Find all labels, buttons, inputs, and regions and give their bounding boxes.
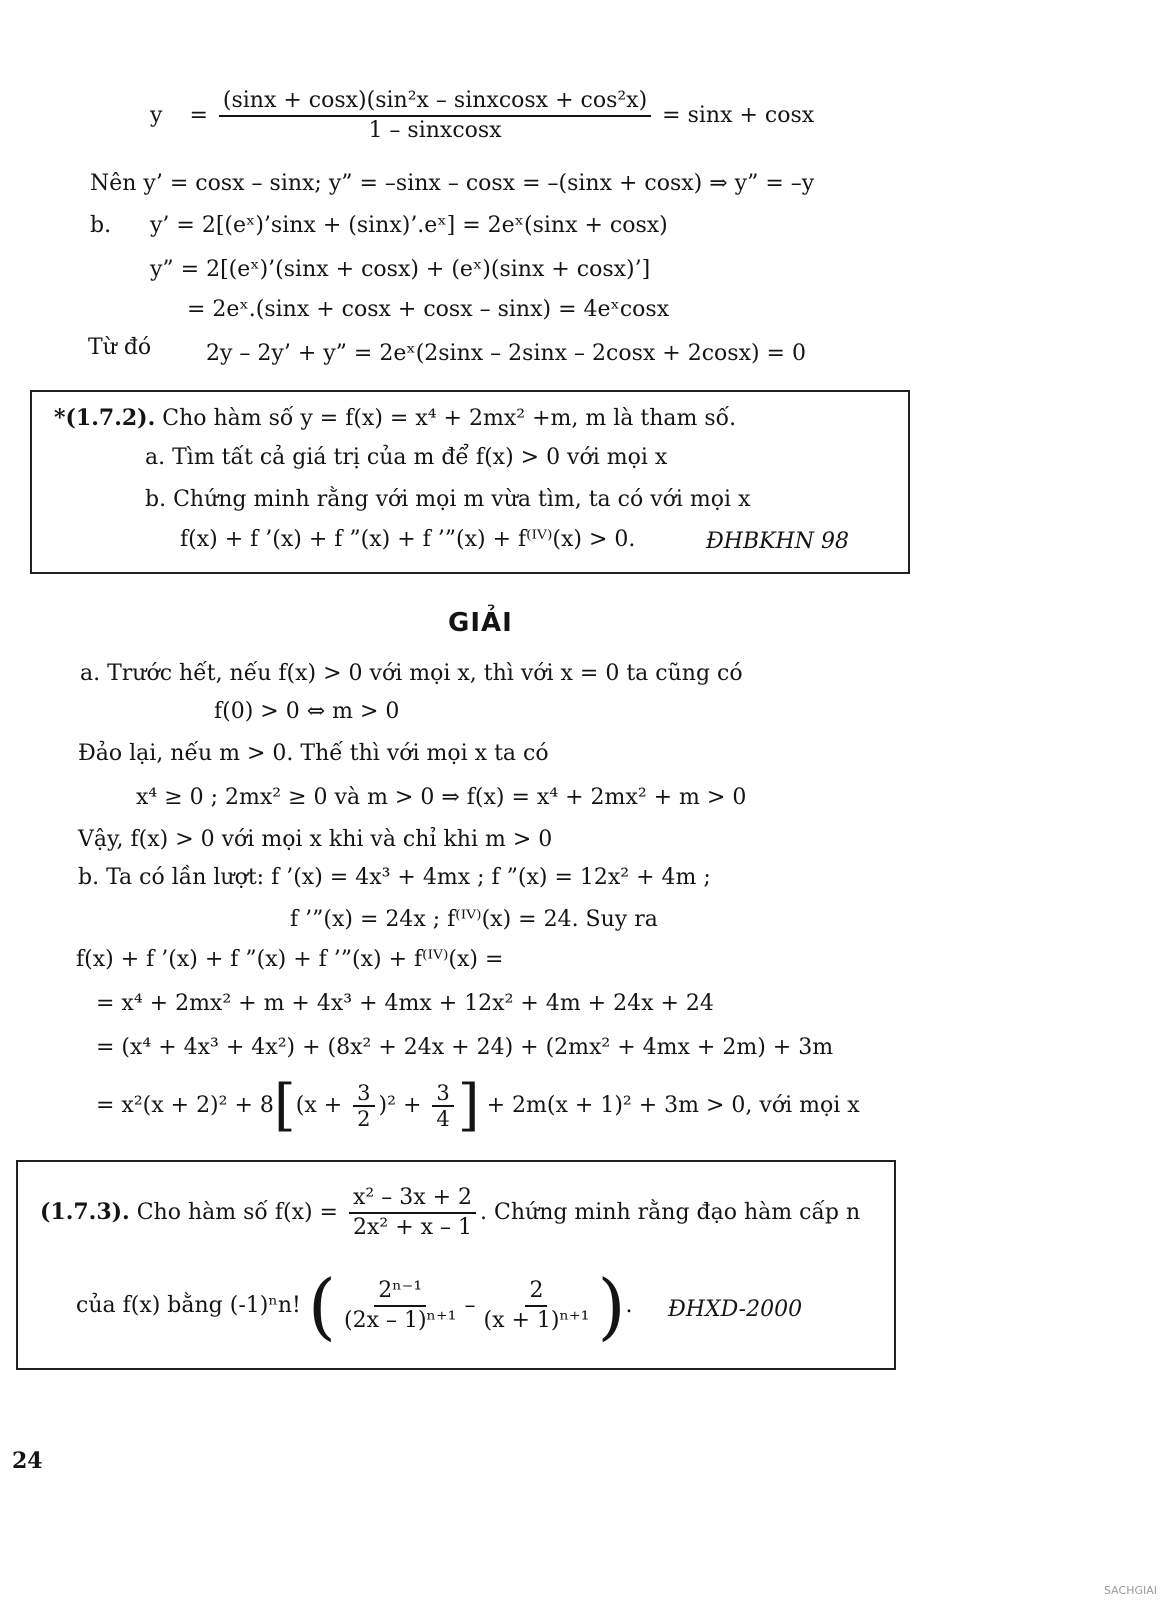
problem-1-source: ĐHBKHN 98 bbox=[706, 529, 849, 554]
problem-2-function-fraction bbox=[349, 1185, 476, 1241]
y-denominator: 1 – sinxcosx bbox=[368, 118, 502, 143]
problem-1-part-b: b. Chứng minh rằng với mọi m vừa tìm, ta có với mọi x bbox=[145, 487, 751, 512]
fraction-3-2-num: 3 bbox=[353, 1082, 374, 1107]
solution-b-line-2: f ’”(x) = 24x ; f⁽ᴵⱽ⁾(x) = 24. Suy ra bbox=[290, 907, 658, 932]
problem-2-result bbox=[76, 1264, 633, 1348]
right-bracket: ] bbox=[457, 1073, 480, 1138]
minus-sign: – bbox=[464, 1293, 476, 1318]
solution-a-line-2: f(0) > 0 ⇔ m > 0 bbox=[214, 699, 400, 724]
y-rhs: = sinx + cosx bbox=[662, 103, 815, 128]
term-1-fraction bbox=[340, 1278, 461, 1334]
left-paren: ( bbox=[307, 1264, 336, 1348]
y-numerator: (sinx + cosx)(sin²x – sinxcosx + cos²x) bbox=[219, 88, 651, 117]
problem-1-text: Cho hàm số y = f(x) = x⁴ + 2mx² +m, m là tham số. bbox=[162, 406, 737, 431]
solution-a-line-3: Đảo lại, nếu m > 0. Thế thì với mọi x ta có bbox=[78, 741, 549, 766]
term-1-den: (2x – 1)ⁿ⁺¹ bbox=[343, 1308, 457, 1333]
fraction-3-2 bbox=[353, 1082, 374, 1130]
b-line-2: y” = 2[(eˣ)’(sinx + cosx) + (eˣ)(sinx + cosx)’] bbox=[150, 257, 651, 282]
line6-prefix: = x²(x + 2)² + 8 bbox=[96, 1093, 274, 1118]
tudo-label: Từ đó bbox=[88, 335, 152, 360]
term-2-fraction bbox=[480, 1278, 594, 1334]
problem-2-statement bbox=[40, 1184, 860, 1241]
problem-1-statement bbox=[54, 404, 736, 433]
fraction-3-4 bbox=[432, 1082, 453, 1130]
solution-b-line-4: = x⁴ + 2mx² + m + 4x³ + 4mx + 12x² + 4m + 24x + 24 bbox=[96, 991, 714, 1016]
term-2-num: 2 bbox=[525, 1278, 547, 1307]
problem-2-text-3: của f(x) bằng (-1)ⁿn! bbox=[76, 1293, 301, 1318]
solution-b-line-3: f(x) + f ’(x) + f ”(x) + f ’”(x) + f⁽ᴵⱽ⁾(x) = bbox=[76, 947, 504, 972]
problem-2-source: ĐHXD-2000 bbox=[668, 1297, 803, 1322]
fraction-3-4-den: 4 bbox=[436, 1107, 450, 1131]
solution-b-line-6 bbox=[96, 1073, 860, 1138]
problem-2-function-num: x² – 3x + 2 bbox=[349, 1185, 476, 1214]
tudo-line: 2y – 2y’ + y” = 2eˣ(2sinx – 2sinx – 2cosx + 2cosx) = 0 bbox=[206, 341, 806, 366]
line6-suffix: + 2m(x + 1)² + 3m > 0, với mọi x bbox=[486, 1093, 860, 1118]
problem-1-id: *(1.7.2). bbox=[54, 405, 156, 431]
right-paren: ) bbox=[597, 1264, 626, 1348]
problem-1-part-a: a. Tìm tất cả giá trị của m để f(x) > 0 với mọi x bbox=[145, 445, 668, 470]
y-fraction bbox=[219, 88, 651, 144]
y-label: y bbox=[150, 103, 163, 128]
period: . bbox=[625, 1293, 633, 1318]
left-bracket: [ bbox=[273, 1073, 296, 1138]
problem-2-id: (1.7.3). bbox=[40, 1199, 130, 1225]
y-eq: = bbox=[189, 103, 208, 128]
solution-a-line-4: x⁴ ≥ 0 ; 2mx² ≥ 0 và m > 0 ⇒ f(x) = x⁴ + 2mx² + m > 0 bbox=[136, 785, 747, 810]
solution-heading: GIẢI bbox=[448, 608, 513, 638]
solution-b-line-5: = (x⁴ + 4x³ + 4x²) + (8x² + 24x + 24) + (2mx² + 4mx + 2m) + 3m bbox=[96, 1035, 834, 1060]
part-b-label: b. bbox=[90, 213, 112, 238]
solution-a-line-1: a. Trước hết, nếu f(x) > 0 với mọi x, thì với x = 0 ta cũng có bbox=[80, 661, 743, 686]
y-equation bbox=[150, 88, 814, 144]
term-2-den: (x + 1)ⁿ⁺¹ bbox=[483, 1308, 590, 1333]
watermark-logo: SACHGIAI bbox=[1104, 1584, 1158, 1597]
nen-line: Nên y’ = cosx – sinx; y” = –sinx – cosx = –(sinx + cosx) ⇒ y” = –y bbox=[90, 171, 815, 196]
b-line-3: = 2eˣ.(sinx + cosx + cosx – sinx) = 4eˣcosx bbox=[187, 297, 670, 322]
fraction-3-4-num: 3 bbox=[432, 1082, 453, 1107]
fraction-3-2-den: 2 bbox=[357, 1107, 371, 1131]
problem-2-text-1: Cho hàm số f(x) = bbox=[136, 1200, 338, 1225]
problem-2-text-2: . Chứng minh rằng đạo hàm cấp n bbox=[480, 1200, 861, 1225]
solution-a-line-5: Vậy, f(x) > 0 với mọi x khi và chỉ khi m > 0 bbox=[78, 827, 553, 852]
solution-b-line-1: b. Ta có lần lượt: f ’(x) = 4x³ + 4mx ; f ”(x) = 12x² + 4m ; bbox=[78, 865, 711, 890]
problem-2-function-den: 2x² + x – 1 bbox=[352, 1215, 473, 1240]
line6-inner: (x + bbox=[295, 1093, 343, 1118]
problem-1-inequality: f(x) + f ’(x) + f ”(x) + f ’”(x) + f⁽ᴵⱽ⁾(x) > 0. bbox=[180, 527, 636, 552]
b-line-1: y’ = 2[(eˣ)’sinx + (sinx)’.eˣ] = 2eˣ(sinx + cosx) bbox=[150, 213, 668, 238]
page-number: 24 bbox=[12, 1448, 43, 1474]
term-1-num: 2ⁿ⁻¹ bbox=[374, 1278, 426, 1307]
line6-square: )² + bbox=[378, 1093, 422, 1118]
